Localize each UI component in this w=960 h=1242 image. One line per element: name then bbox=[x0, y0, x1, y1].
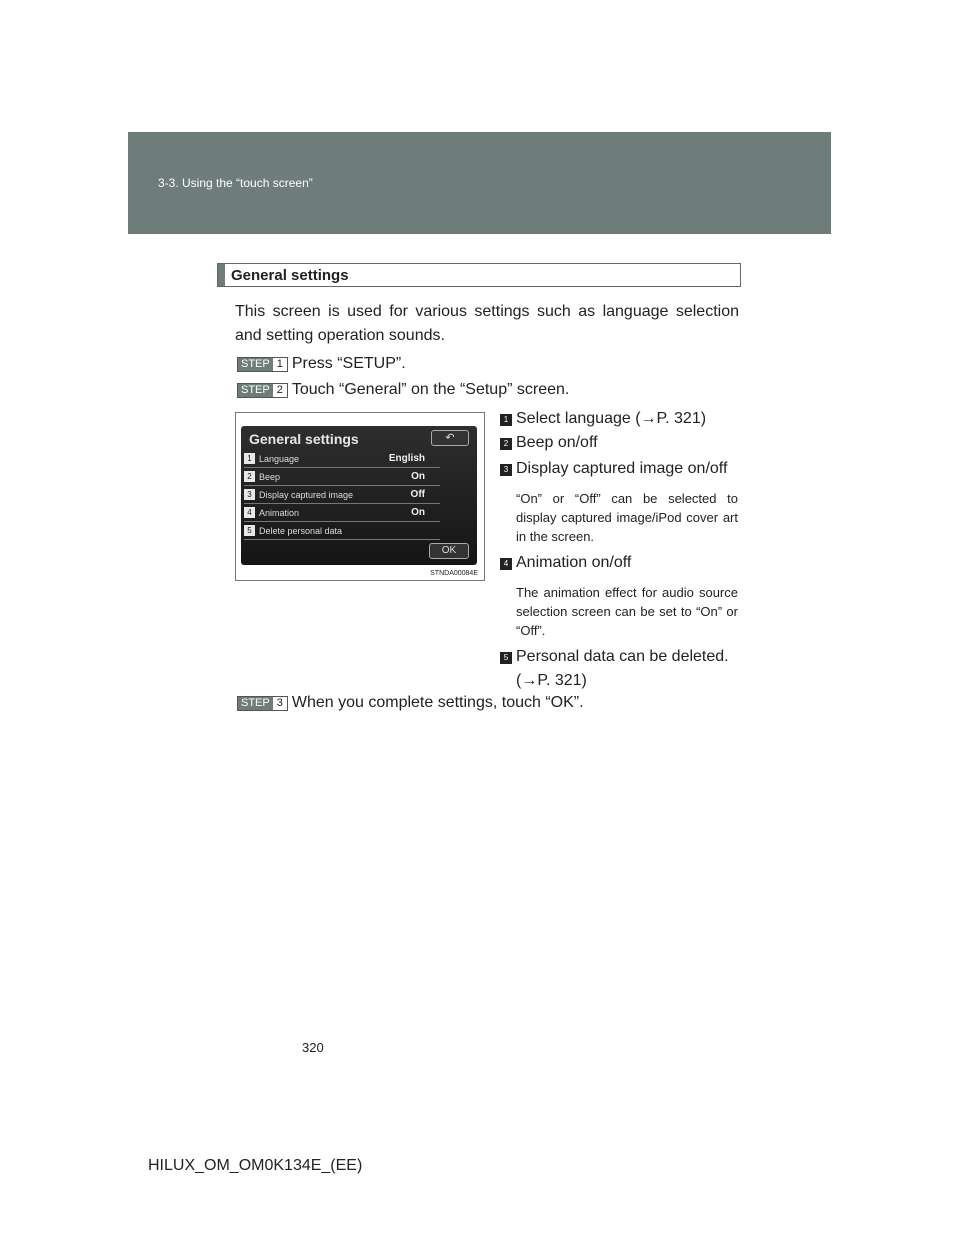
figure-code: STNDA00084E bbox=[430, 570, 478, 577]
callout-4 bbox=[500, 551, 740, 575]
row-number-badge: 3 bbox=[244, 489, 255, 500]
row-value: On bbox=[411, 471, 425, 482]
menu-row-animation[interactable] bbox=[244, 506, 440, 522]
callout-text: Personal data can be deleted. bbox=[516, 648, 729, 665]
row-number-badge: 1 bbox=[244, 453, 255, 464]
step-badge-number: 2 bbox=[273, 384, 287, 397]
document-id: HILUX_OM_OM0K134E_(EE) bbox=[148, 1157, 363, 1174]
screen-figure bbox=[235, 412, 485, 581]
row-value: English bbox=[388, 453, 425, 464]
callout-text: Display captured image on/off bbox=[516, 460, 728, 477]
step-badge bbox=[237, 696, 288, 711]
row-value: On bbox=[411, 507, 425, 518]
page-number: 320 bbox=[302, 1040, 324, 1055]
callout-text: Animation on/off bbox=[516, 554, 632, 571]
callout-2 bbox=[500, 431, 740, 455]
callout-4-description: The animation effect for audio source selection screen can be set to “On” or “Off”. bbox=[516, 585, 738, 638]
menu-row-beep[interactable] bbox=[244, 470, 440, 486]
section-title-bar bbox=[217, 263, 741, 287]
row-value: Off bbox=[410, 489, 425, 500]
general-settings-screen bbox=[241, 426, 477, 565]
intro-paragraph: This screen is used for various settings such as language selection and setting operation sounds. bbox=[235, 303, 739, 344]
callout-number: 5 bbox=[500, 652, 512, 664]
ok-button[interactable]: OK bbox=[429, 543, 469, 559]
step-2 bbox=[237, 381, 569, 399]
step-badge bbox=[237, 357, 288, 372]
callout-text: Select language (→P. 321) bbox=[516, 410, 707, 427]
row-label: Display captured image bbox=[259, 490, 354, 500]
section-accent bbox=[218, 264, 225, 286]
step-badge-number: 1 bbox=[273, 358, 287, 371]
callout-3 bbox=[500, 457, 740, 481]
callout-5-reference: (→P. 321) bbox=[516, 672, 587, 689]
section-title: General settings bbox=[231, 267, 349, 284]
step-badge-label: STEP bbox=[238, 384, 273, 397]
callout-number: 2 bbox=[500, 438, 512, 450]
step-badge-number: 3 bbox=[273, 697, 287, 710]
row-number-badge: 5 bbox=[244, 525, 255, 536]
step-text: When you complete settings, touch “OK”. bbox=[291, 694, 584, 711]
callout-text: Beep on/off bbox=[516, 434, 598, 451]
header-band bbox=[128, 132, 831, 234]
step-text: Touch “General” on the “Setup” screen. bbox=[291, 381, 570, 398]
callout-number: 1 bbox=[500, 414, 512, 426]
step-badge bbox=[237, 383, 288, 398]
step-badge-label: STEP bbox=[238, 358, 273, 371]
chapter-heading: 3-3. Using the “touch screen” bbox=[158, 176, 313, 190]
callout-number: 3 bbox=[500, 464, 512, 476]
screen-title: General settings bbox=[249, 431, 359, 447]
back-button[interactable]: ↶ bbox=[431, 430, 469, 446]
step-badge-label: STEP bbox=[238, 697, 273, 710]
callout-number: 4 bbox=[500, 558, 512, 570]
menu-row-display-captured-image[interactable] bbox=[244, 488, 440, 504]
row-label: Language bbox=[259, 454, 300, 464]
callout-1 bbox=[500, 407, 740, 431]
row-number-badge: 2 bbox=[244, 471, 255, 482]
step-text: Press “SETUP”. bbox=[291, 355, 406, 372]
row-label: Delete personal data bbox=[259, 526, 343, 536]
callout-3-description: “On” or “Off” can be selected to display captured image/iPod cover art in the screen. bbox=[516, 491, 738, 544]
step-3 bbox=[237, 694, 584, 712]
step-1 bbox=[237, 355, 406, 373]
row-number-badge: 4 bbox=[244, 507, 255, 518]
row-label: Animation bbox=[259, 508, 300, 518]
menu-row-delete-personal-data[interactable] bbox=[244, 524, 440, 540]
menu-row-language[interactable] bbox=[244, 452, 440, 468]
callout-5 bbox=[500, 645, 740, 669]
row-label: Beep bbox=[259, 472, 281, 482]
